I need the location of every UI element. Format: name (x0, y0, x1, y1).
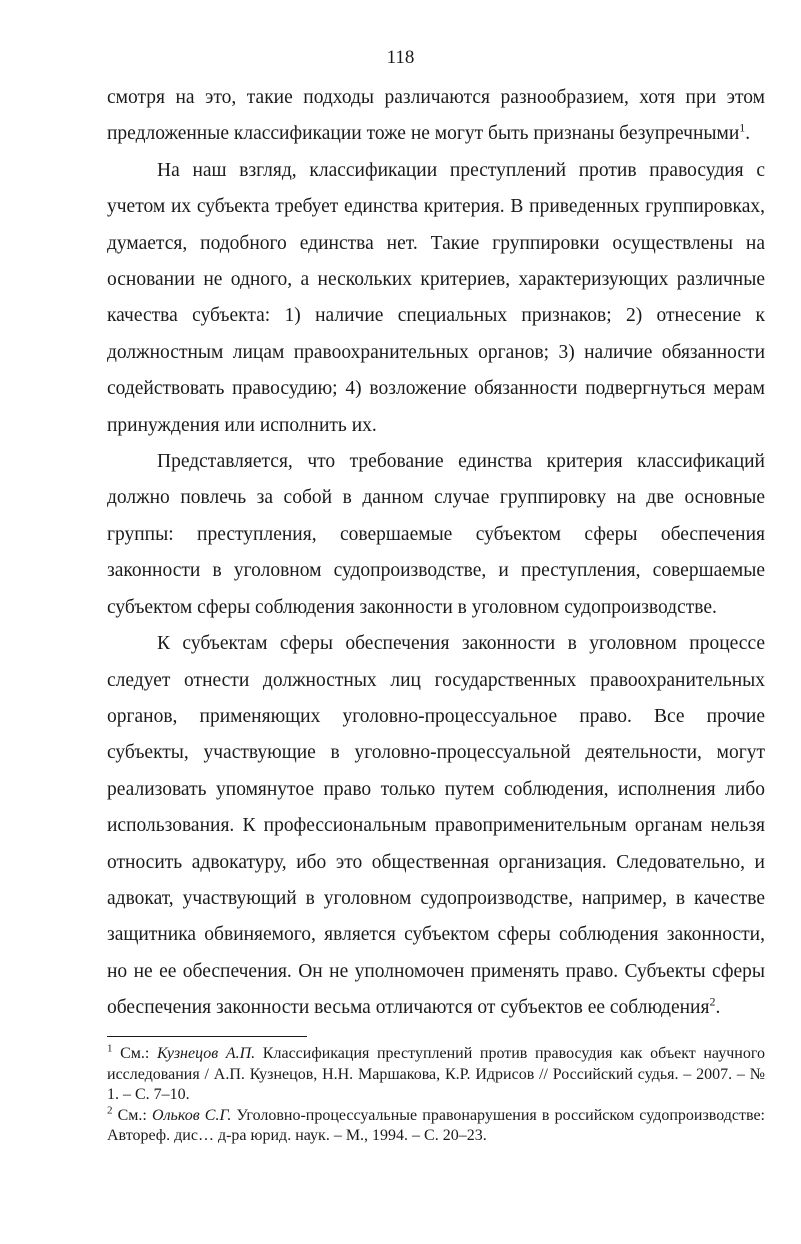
footnote-prefix: См.: (112, 1106, 153, 1124)
footnote-author: Ольков С.Г. (152, 1106, 232, 1124)
paragraph-text: К субъектам сферы обеспечения законности в уголовном процессе следует отнести должностных лиц государственных правоохранительных органов, применяющих уголовно-процессуальное право. Все прочие субъекты, участвующие в уголовно-процессуальной деятельности, могут реализовать упомянутое право только путем соблюдения, исполнения либо использования. К профессиональным правоприменительным органам нельзя относить адвокатуру, ибо это общественная организация. Следовательно, и адвокат, участвующий в уголовном судопроизводстве, например, в качестве защитника обвиняемого, является субъектом сферы соблюдения законности, но не ее обеспечения. Он не уполномочен применять право. Субъекты сферы обеспечения законности весьма отличаются от субъектов ее соблюдения (107, 633, 765, 1019)
footnote-text: Классификация преступлений против правосудия как объект научного исследования / А.П. Кузнецов, Н.Н. Маршакова, К.Р. Идрисов // Российский судья. – 2007. – № 1. – С. 7–10. (107, 1045, 765, 1103)
paragraph-text: На наш взгляд, классификации преступлений против правосудия с учетом их субъекта требует единства критерия. В приведенных группировках, думается, подобного единства нет. Такие группировки осуществлены на основании не одного, а нескольких критериев, характеризующих различные качества субъекта: 1) наличие специальных признаков; 2) отнесение к должностным лицам правоохранительных органов; 3) наличие обязанности содействовать правосудию; 4) возложение обязанности подвергнуться мерам принуждения или исполнить их. (107, 159, 765, 436)
footnote-author: Кузнецов А.П. (156, 1045, 256, 1062)
footnote-2 (107, 1106, 765, 1147)
paragraph (107, 153, 765, 444)
footnote-divider (107, 1036, 307, 1037)
footnote-mark: 2 (107, 1104, 113, 1117)
paragraph-tail: . (715, 997, 721, 1019)
footnote-text: Уголовно-процессуальные правонарушения в российском судопроизводстве: Автореф. дис… д-ра юрид. наук. – М., 1994. – С. 20–23. (107, 1106, 765, 1144)
footnote-mark: 1 (107, 1042, 113, 1055)
footnote-ref-1[interactable]: 1 (739, 120, 746, 135)
paragraph-text: Представляется, что требование единства критерия классификаций должно повлечь за собой в данном случае группировку на две основные группы: преступления, совершаемые субъектом сферы обеспечения законности в уголовном судопроизводстве, и преступления, совершаемые субъектом сферы соблюдения законности в уголовном судопроизводстве. (107, 451, 765, 618)
footnotes (107, 1044, 765, 1147)
paragraph (107, 444, 765, 626)
main-text (107, 80, 765, 1027)
footnote-ref-2[interactable]: 2 (709, 994, 716, 1009)
paragraph-tail: . (745, 123, 751, 145)
footnote-prefix: См.: (112, 1045, 157, 1062)
paragraph (107, 626, 765, 1026)
page-number: 118 (386, 47, 415, 68)
paragraph-text: смотря на это, такие подходы различаются разнообразием, хотя при этом предложенные классификации тоже не могут быть признаны безупречными (107, 87, 765, 145)
footnote-1 (107, 1044, 765, 1106)
paragraph-continuation (107, 80, 765, 153)
